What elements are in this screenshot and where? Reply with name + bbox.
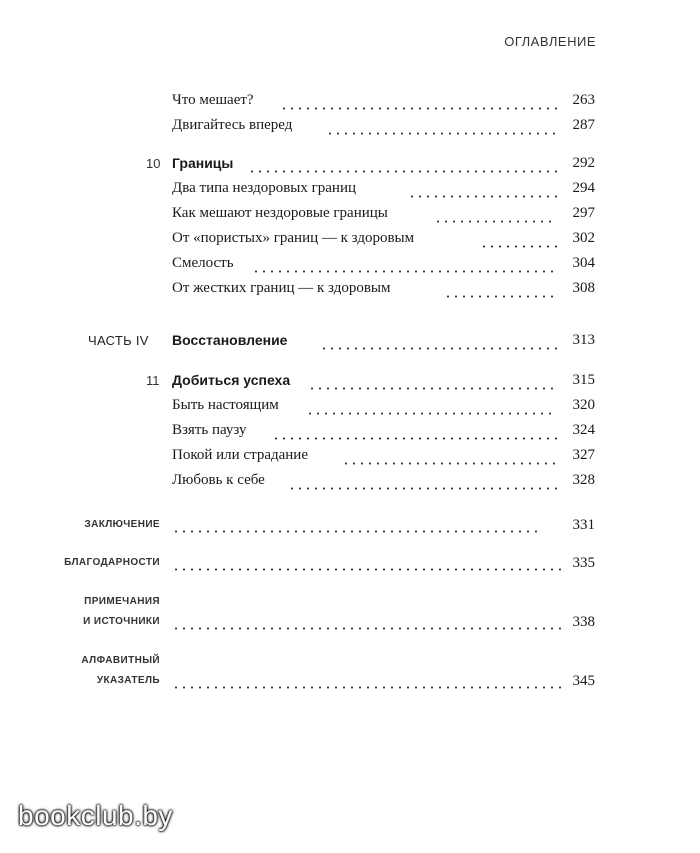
entry-title: Двигайтесь вперед: [172, 117, 293, 133]
dot-leader: [288, 487, 557, 490]
entry-title: Смелость: [172, 255, 234, 271]
part-label: ЧАСТЬ IV: [88, 333, 149, 348]
back-matter-label: БЛАГОДАРНОСТИ: [64, 557, 160, 568]
dot-leader: [408, 195, 557, 198]
toc-entry: [172, 180, 595, 202]
dot-leader: [172, 686, 562, 689]
toc-entry: [172, 332, 595, 354]
entry-page: 327: [572, 447, 595, 463]
entry-page: 297: [572, 205, 595, 221]
entry-title: Покой или страдание: [172, 447, 308, 463]
chapter-title: Добиться успеха: [172, 372, 291, 388]
toc-entry: [172, 117, 595, 139]
part-title: Восстановление: [172, 332, 288, 348]
dot-leader: [280, 107, 557, 110]
dot-leader: [172, 568, 562, 571]
toc-entry: [172, 92, 595, 114]
entry-title: Два типа нездоровых границ: [172, 180, 356, 196]
entry-page: 313: [572, 332, 595, 348]
entry-page: 331: [572, 517, 595, 533]
watermark-text: bookclub.by: [18, 800, 173, 831]
toc-entry: [172, 205, 595, 227]
chapter-number: 11: [146, 373, 160, 388]
entry-page: 263: [572, 92, 595, 108]
back-matter-label: И ИСТОЧНИКИ: [83, 616, 160, 627]
entry-page: 338: [572, 614, 595, 630]
entry-title: Любовь к себе: [172, 472, 265, 488]
entry-page: 308: [572, 280, 595, 296]
entry-title: Быть настоящим: [172, 397, 279, 413]
entry-page: 320: [572, 397, 595, 413]
dot-leader: [172, 627, 562, 630]
entry-page: 315: [572, 372, 595, 388]
entry-title: От «пористых» границ — к здоровым: [172, 230, 415, 246]
entry-title: От жестких границ — к здоровым: [172, 280, 391, 296]
back-matter-label: ЗАКЛЮЧЕНИЕ: [84, 519, 160, 530]
toc-entry: [172, 472, 595, 494]
dot-leader: [342, 462, 557, 465]
entry-page: 287: [572, 117, 595, 133]
dot-leader: [308, 387, 557, 390]
toc-entry: [172, 280, 595, 302]
entry-page: 345: [572, 673, 595, 689]
entry-page: 294: [572, 180, 595, 196]
chapter-number: 10: [146, 156, 161, 171]
dot-leader: [172, 530, 542, 533]
toc-entry: [172, 422, 595, 444]
entry-page: 292: [572, 155, 595, 171]
toc-entry: [172, 372, 595, 394]
dot-leader: [444, 295, 557, 298]
dot-leader: [252, 270, 557, 273]
dot-leader: [320, 347, 557, 350]
entry-page: 304: [572, 255, 595, 271]
entry-title: Как мешают нездоровые границы: [172, 205, 388, 221]
entry-page: 302: [572, 230, 595, 246]
entry-title: Взять паузу: [172, 422, 247, 438]
entry-title: Что мешает?: [172, 92, 254, 108]
toc-entry: [172, 447, 595, 469]
back-matter-label: АЛФАВИТНЫЙ: [81, 655, 160, 666]
dot-leader: [306, 412, 557, 415]
dot-leader: [480, 245, 557, 248]
dot-leader: [434, 220, 557, 223]
dot-leader: [272, 437, 557, 440]
chapter-title: Границы: [172, 155, 234, 171]
entry-page: 324: [572, 422, 595, 438]
dot-leader: [326, 132, 557, 135]
toc-header: ОГЛАВЛЕНИЕ: [504, 34, 596, 49]
toc-entry: [172, 155, 595, 177]
toc-entry: [172, 397, 595, 419]
entry-page: 335: [572, 555, 595, 571]
back-matter-label: ПРИМЕЧАНИЯ: [84, 596, 160, 607]
toc-entry: [172, 230, 595, 252]
entry-page: 328: [572, 472, 595, 488]
toc-entry: [172, 255, 595, 277]
back-matter-label: УКАЗАТЕЛЬ: [96, 675, 160, 686]
dot-leader: [248, 170, 557, 173]
